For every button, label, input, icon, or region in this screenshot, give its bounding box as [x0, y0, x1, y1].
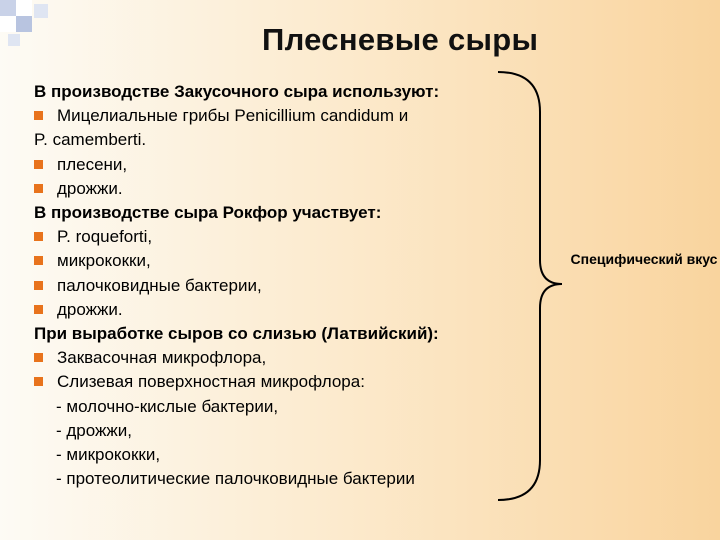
- line-text: Слизевая поверхностная микрофлора:: [57, 372, 365, 392]
- line-text: дрожжи.: [57, 178, 123, 198]
- line-text: - молочно-кислые бактерии,: [56, 396, 279, 416]
- line-text: палочковидные бактерии,: [57, 275, 262, 295]
- line-text: P. camemberti.: [34, 130, 147, 150]
- line-text: При выработке сыров со слизью (Латвийский):: [34, 324, 439, 344]
- side-note: Специфический вкус: [570, 251, 718, 267]
- line-text: Заквасочная микрофлора,: [57, 348, 267, 368]
- line-text: плесени,: [57, 154, 128, 174]
- line-text: - микрококки,: [56, 445, 161, 465]
- line-text: - дрожжи,: [56, 420, 132, 440]
- line-text: микрококки,: [57, 251, 151, 271]
- line-text: - протеолитические палочковидные бактерии: [56, 469, 415, 489]
- line-text: В производстве Закусочного сыра используют:: [34, 82, 440, 101]
- line-text: P. roqueforti,: [57, 227, 153, 247]
- line-text: Мицелиальные грибы Penicillium candidum и: [57, 106, 409, 126]
- line-text: дрожжи.: [57, 299, 123, 319]
- slide-title: Плесневые сыры: [262, 22, 539, 57]
- line-text: В производстве сыра Рокфор участвует:: [34, 203, 382, 223]
